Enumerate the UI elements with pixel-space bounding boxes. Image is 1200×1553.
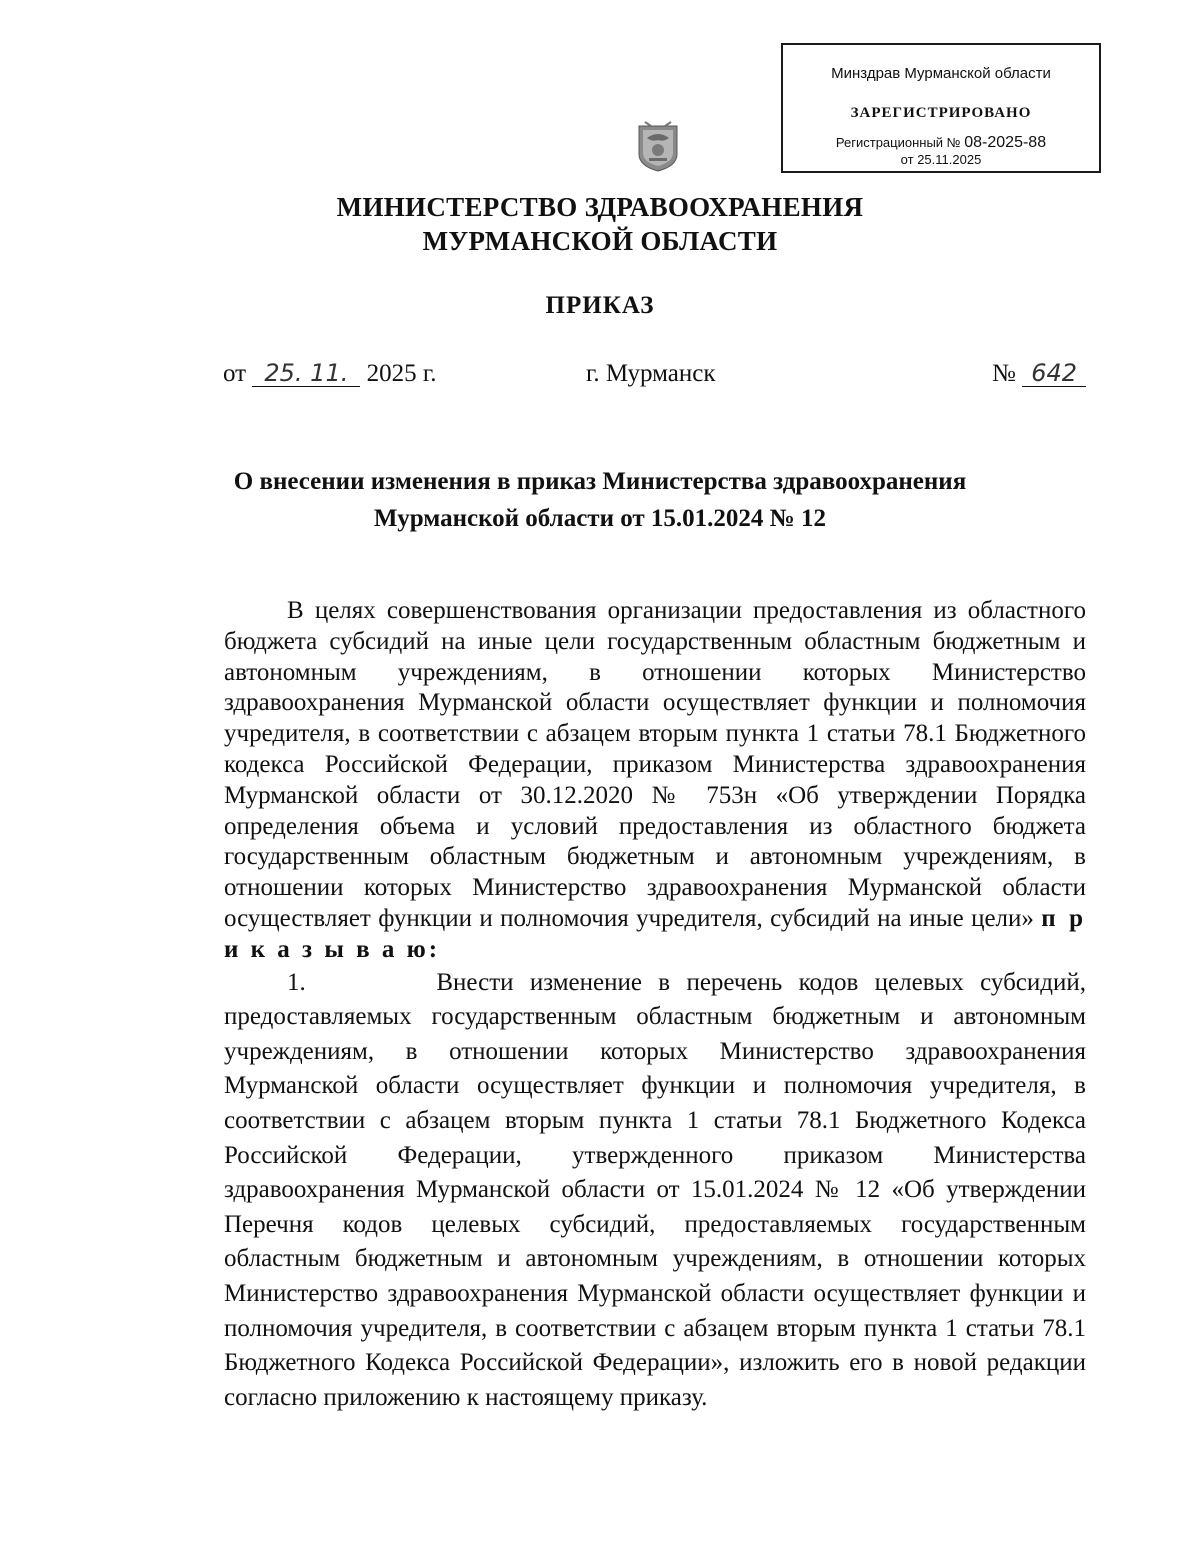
ministry-line1: МИНИСТЕРСТВО ЗДРАВООХРАНЕНИЯ [336, 192, 864, 222]
date-handwritten: 25. 11. [252, 360, 360, 387]
order-number [992, 360, 1086, 388]
order-word: п р и к а з ы в а ю: [224, 904, 1086, 963]
subject-line2: Мурманской области от 15.01.2024 № 12 [373, 505, 827, 532]
subject-line1: О внесении изменения в приказ Министерства здравоохранения [233, 468, 967, 495]
order-date [223, 360, 437, 388]
ministry-line2: МУРМАНСКОЙ ОБЛАСТИ [422, 226, 778, 256]
date-year: 2025 г. [366, 360, 437, 387]
stamp-date [783, 152, 1099, 167]
item-1-text: Внести изменение в перечень кодов целевых субсидий, предоставляемых государственным областным бюджетным и автономным учреждениям, в отношении которых Министерство здравоохранения Мурманской области осуществляет функции и полномочия учредителя, в соответствии с абзацем вторым пункта 1 статьи 78.1 Бюджетного Кодекса Российской Федерации, утвержденного приказом Министерства здравоохранения Мурманской области от 15.01.2024 № 12 «Об утверждении Перечня кодов целевых субсидий, предоставляемых государственным областным бюджетным и автономным учреждениям, в отношении которых Министерство здравоохранения Мурманской области осуществляет функции и полномочия учредителя, в соответствии с абзацем вторым пункта 1 статьи 78.1 Бюджетного Кодекса Российской Федерации», изложить его в новой редакции согласно приложению к настоящему приказу. [224, 968, 1086, 1411]
stamp-reg-value: 08-2025-88 [964, 134, 1047, 151]
ministry-name [0, 190, 1200, 258]
registration-stamp [781, 43, 1101, 173]
coat-of-arms-icon [637, 120, 679, 172]
document-type: ПРИКАЗ [545, 292, 655, 319]
stamp-organization: Минздрав Мурманской области [831, 65, 1051, 82]
item-1-number: 1. [287, 968, 306, 996]
stamp-reg-number [783, 134, 1099, 152]
preamble-paragraph [224, 596, 1086, 966]
item-1-paragraph [224, 966, 1086, 1416]
preamble-text: В целях совершенствования организации предоставления из областного бюджета субсидий на иные цели государственным областным бюджетным и автономным учреждениям, в отношении которых Министерство здравоохранения Мурманской области осуществляет функции и полномочия учредителя, в соответствии с абзацем вторым пункта 1 статьи 78.1 Бюджетного кодекса Российской Федерации, приказом Министерства здравоохранения Мурманской области от 30.12.2020 № 753н «Об утверждении Порядка определения объема и условий предоставления из областного бюджета государственным областным бюджетным и автономным учреждениям, в отношении которых Министерство здравоохранения Мурманской области осуществляет функции и полномочия учредителя, субсидий на иные цели» [224, 597, 1086, 932]
number-handwritten: 642 [1022, 360, 1086, 387]
stamp-date-label: от [900, 152, 914, 167]
city: г. Мурманск [586, 360, 716, 387]
stamp-reg-label: Регистрационный № [835, 135, 961, 150]
order-subject [200, 463, 1000, 537]
stamp-status: ЗАРЕГИСТРИРОВАНО [850, 105, 1032, 121]
number-label: № [992, 360, 1016, 387]
date-from-label: от [223, 360, 247, 387]
order-body [224, 596, 1086, 1415]
stamp-date-value: 25.11.2025 [917, 152, 982, 167]
